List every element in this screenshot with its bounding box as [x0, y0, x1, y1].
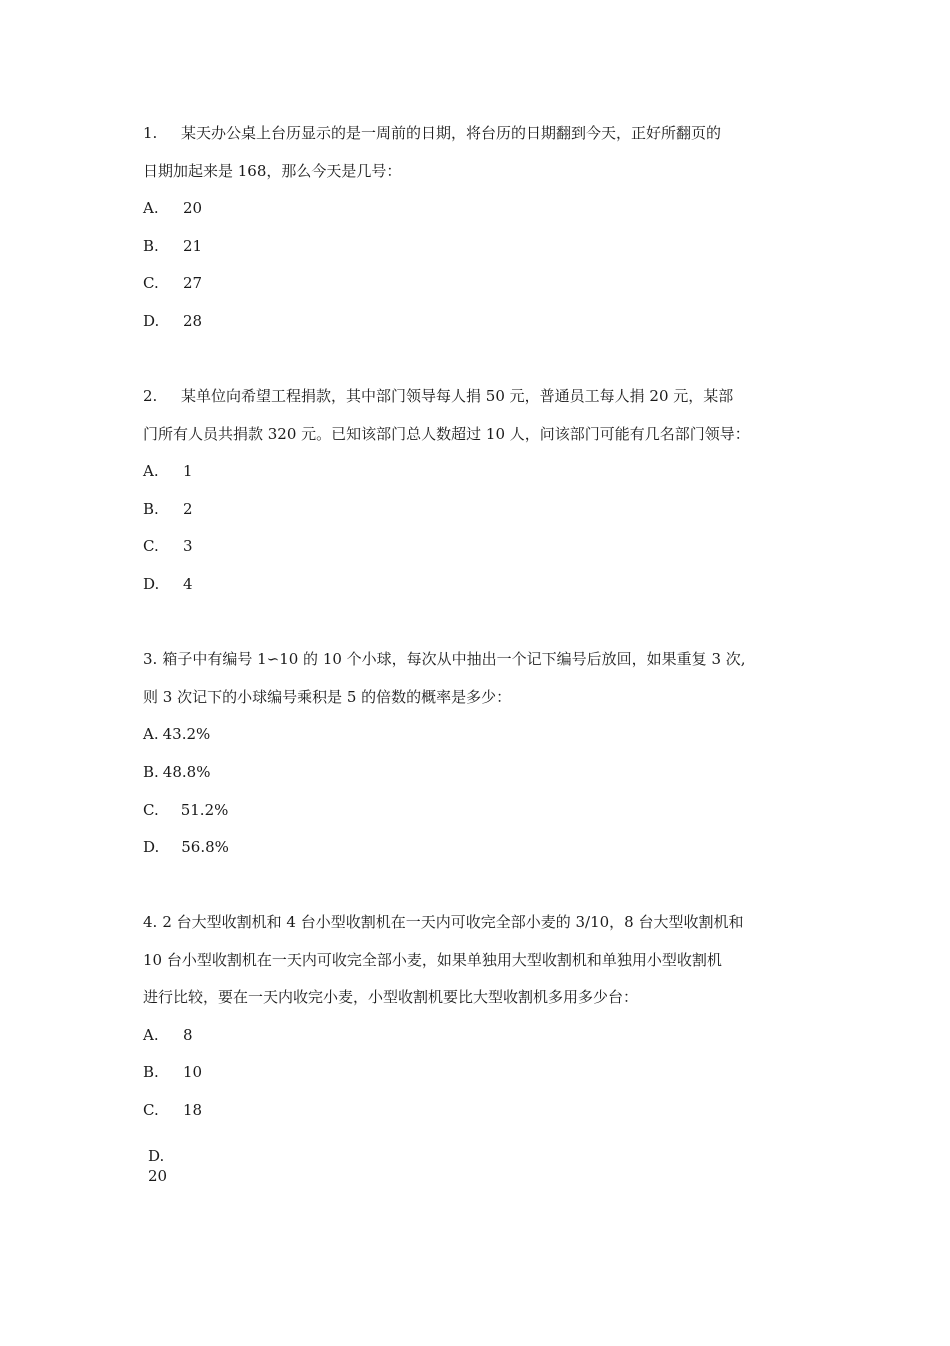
option-2d: [143, 574, 193, 594]
option-value: 2: [183, 500, 193, 518]
option-3a: [143, 724, 210, 744]
option-3c: [143, 800, 228, 820]
option-letter: B.: [143, 500, 159, 518]
option-letter: D.: [143, 838, 160, 856]
question-number: 1.: [143, 124, 158, 142]
option-value: 21: [183, 237, 203, 255]
option-2a: [143, 461, 193, 481]
question-3-line-2: [143, 687, 511, 707]
option-value: 28: [183, 312, 203, 330]
question-text: 日期加起来是 168，那么今天是几号：: [143, 162, 402, 180]
option-letter: B.: [143, 1063, 159, 1081]
option-3d: [143, 837, 229, 857]
option-value: 51.2%: [180, 801, 229, 819]
option-value: 56.8%: [181, 838, 229, 856]
option-letter: D.: [148, 1147, 165, 1165]
question-1-line-2: [143, 161, 401, 181]
option-letter: D.: [143, 312, 160, 330]
question-4-line-2: [143, 950, 722, 970]
question-3-line-1: [143, 649, 746, 669]
question-2-line-2: [143, 424, 750, 444]
question-text: 2 台大型收割机和 4 台小型收割机在一天内可收完全部小麦的 3/10，8 台大型收割机和: [162, 913, 744, 931]
option-letter: C.: [143, 537, 159, 555]
option-4a: [143, 1025, 193, 1045]
option-3b: [143, 762, 210, 782]
option-value: 3: [183, 537, 193, 555]
option-letter: C.: [143, 274, 159, 292]
option-letter: A.: [143, 725, 159, 743]
option-2c: [143, 536, 193, 556]
question-2-line-1: [143, 386, 733, 406]
question-text: 某天办公桌上台历显示的是一周前的日期，将台历的日期翻到今天，正好所翻页的: [181, 124, 722, 142]
option-value: 43.2%: [162, 725, 211, 743]
option-4d-value: [148, 1166, 167, 1186]
question-1-line-1: [143, 123, 721, 143]
option-1c: [143, 273, 202, 293]
question-4-line-3: [143, 987, 638, 1007]
option-letter: A.: [143, 462, 159, 480]
option-letter: C.: [143, 1101, 159, 1119]
option-2b: [143, 499, 193, 519]
option-letter: D.: [143, 575, 160, 593]
option-letter: C.: [143, 801, 159, 819]
option-letter: B.: [143, 237, 159, 255]
option-value: 27: [183, 274, 203, 292]
option-4c: [143, 1100, 202, 1120]
option-1a: [143, 198, 202, 218]
option-letter: A.: [143, 1026, 159, 1044]
option-value: 8: [183, 1026, 193, 1044]
question-text: 则 3 次记下的小球编号乘积是 5 的倍数的概率是多少：: [143, 688, 512, 706]
option-letter: A.: [143, 199, 159, 217]
option-1d: [143, 311, 202, 331]
question-text: 进行比较，要在一天内收完小麦，小型收割机要比大型收割机多用多少台：: [143, 988, 639, 1006]
question-text: 门所有人员共捐款 320 元。已知该部门总人数超过 10 人，问该部门可能有几名部门领导：: [143, 425, 750, 443]
option-value: 1: [183, 462, 193, 480]
question-number: 3.: [143, 650, 158, 668]
option-value: 10: [183, 1063, 203, 1081]
option-value: 4: [183, 575, 193, 593]
question-number: 4.: [143, 913, 158, 931]
option-4d-letter: [148, 1146, 164, 1166]
option-value: 20: [148, 1167, 168, 1185]
option-1b: [143, 236, 202, 256]
question-text: 某单位向希望工程捐款，其中部门领导每人捐 50 元，普通员工每人捐 20 元，某部: [181, 387, 734, 405]
question-4-line-1: [143, 912, 743, 932]
question-text: 箱子中有编号 1∽10 的 10 个小球，每次从中抽出一个记下编号后放回，如果重复 3 次,: [162, 650, 746, 668]
option-value: 20: [183, 199, 203, 217]
option-4b: [143, 1062, 202, 1082]
option-letter: B.: [143, 763, 159, 781]
option-value: 18: [183, 1101, 203, 1119]
option-value: 48.8%: [162, 763, 211, 781]
question-text: 10 台小型收割机在一天内可收完全部小麦，如果单独用大型收割机和单独用小型收割机: [143, 951, 722, 969]
question-number: 2.: [143, 387, 158, 405]
